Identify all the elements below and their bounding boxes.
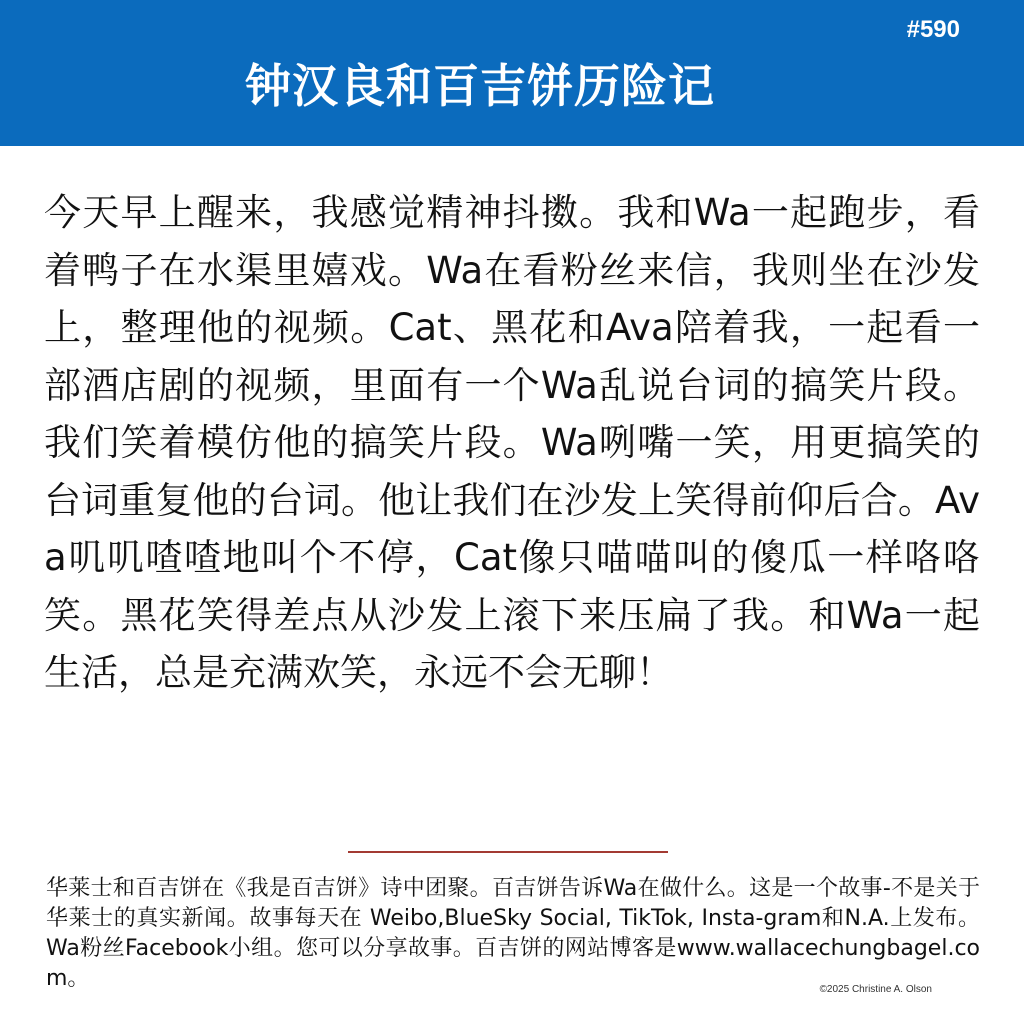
header-banner	[0, 0, 1024, 146]
section-divider	[348, 851, 668, 853]
episode-number: #590	[906, 16, 960, 43]
copyright-notice: ©2025 Christine A. Olson	[819, 984, 932, 995]
story-text: 今天早上醒来，我感觉精神抖擞。我和Wa一起跑步，看着鸭子在水渠里嬉戏。Wa在看粉丝来信，我则坐在沙发上，整理他的视频。Cat、黑花和Ava陪着我，一起看一部酒店剧的视频，里面有一个Wa乱说台词的搞笑片段。我们笑着模仿他的搞笑片段。Wa咧嘴一笑，用更搞笑的台词重复他的台词。他让我们在沙发上笑得前仰后合。Ava叽叽喳喳地叫个不停，Cat像只喵喵叫的傻瓜一样咯咯笑。黑花笑得差点从沙发上滚下来压扁了我。和Wa一起生活，总是充满欢笑，永远不会无聊！	[44, 191, 980, 694]
footnote-text: 华莱士和百吉饼在《我是百吉饼》诗中团聚。百吉饼告诉Wa在做什么。这是一个故事-不是关于华莱士的真实新闻。故事每天在 Weibo,BlueSky Social, TikTok, Insta-gram和N.A.上发布。Wa粉丝Facebook小组。您可以分享故事。百吉饼的网站博客是www.wallacechungbagel.com。	[46, 876, 980, 991]
page-title: 钟汉良和百吉饼历险记	[245, 59, 715, 113]
